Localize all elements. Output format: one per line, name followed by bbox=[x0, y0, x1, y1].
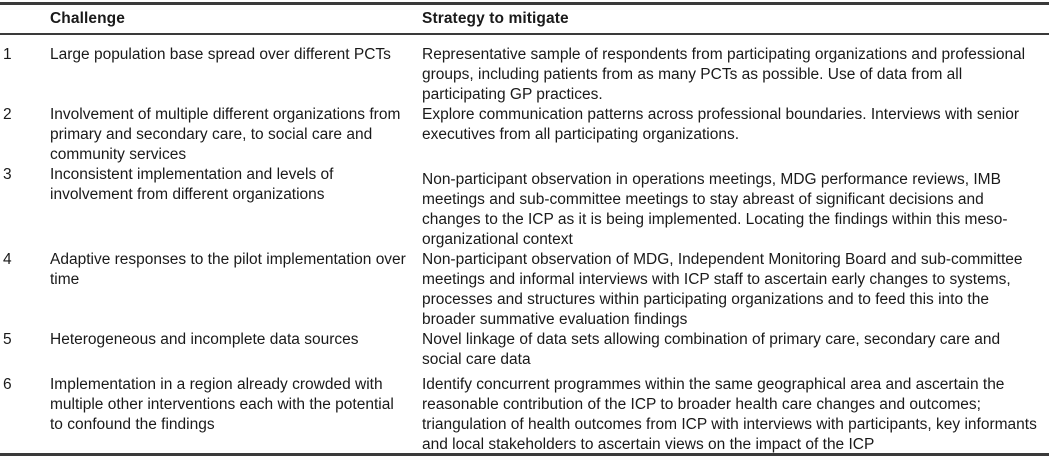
table-header-rule bbox=[0, 33, 1049, 35]
row-number: 3 bbox=[3, 166, 12, 183]
row-challenge: Involvement of multiple different organizations from primary and secondary care, to social care and community services bbox=[50, 106, 401, 163]
row-challenge: Large population base spread over different PCTs bbox=[50, 46, 391, 63]
row-challenge: Adaptive responses to the pilot implementation over time bbox=[50, 251, 406, 288]
column-header-strategy: Strategy to mitigate bbox=[422, 10, 569, 27]
row-challenge: Implementation in a region already crowded with multiple other interventions each with the potential to confound the findings bbox=[50, 376, 394, 433]
row-number: 5 bbox=[3, 331, 12, 348]
table-top-rule bbox=[0, 2, 1049, 5]
row-strategy: Explore communication patterns across professional boundaries. Interviews with senior executives from all participating organizations. bbox=[422, 106, 1020, 143]
column-header-challenge: Challenge bbox=[50, 10, 125, 27]
row-strategy: Novel linkage of data sets allowing combination of primary care, secondary care and social care data bbox=[422, 331, 1001, 368]
row-strategy: Representative sample of respondents from participating organizations and professional groups, including patients from as many PCTs as possible. Use of data from all participating GP practices. bbox=[422, 46, 1026, 103]
row-strategy: Non-participant observation of MDG, Independent Monitoring Board and sub-committee meetings and informal interviews with ICP staff to ascertain early changes to systems, processes and structures within participating organizations and to feed this into the broader summative evaluation findings bbox=[422, 251, 1023, 328]
row-number: 4 bbox=[3, 251, 12, 268]
row-strategy: Identify concurrent programmes within the same geographical area and ascertain the reasonable contribution of the ICP to broader health care changes and outcomes; triangulation of health outcomes from ICP with interviews with participants, key informants and local stakeholders to ascertain views on the impact of the ICP bbox=[422, 376, 1037, 453]
row-number: 1 bbox=[3, 46, 12, 63]
row-number: 2 bbox=[3, 106, 12, 123]
row-challenge: Inconsistent implementation and levels of involvement from different organizations bbox=[50, 166, 334, 203]
row-strategy: Non-participant observation in operations meetings, MDG performance reviews, IMB meetings and sub-committee meetings to stay abreast of significant decisions and changes to the ICP as it is being implemented. Locating the findings within this meso-organizational context bbox=[422, 171, 1008, 248]
row-challenge: Heterogeneous and incomplete data sources bbox=[50, 331, 359, 348]
table-bottom-rule bbox=[0, 453, 1049, 456]
row-number: 6 bbox=[3, 376, 12, 393]
